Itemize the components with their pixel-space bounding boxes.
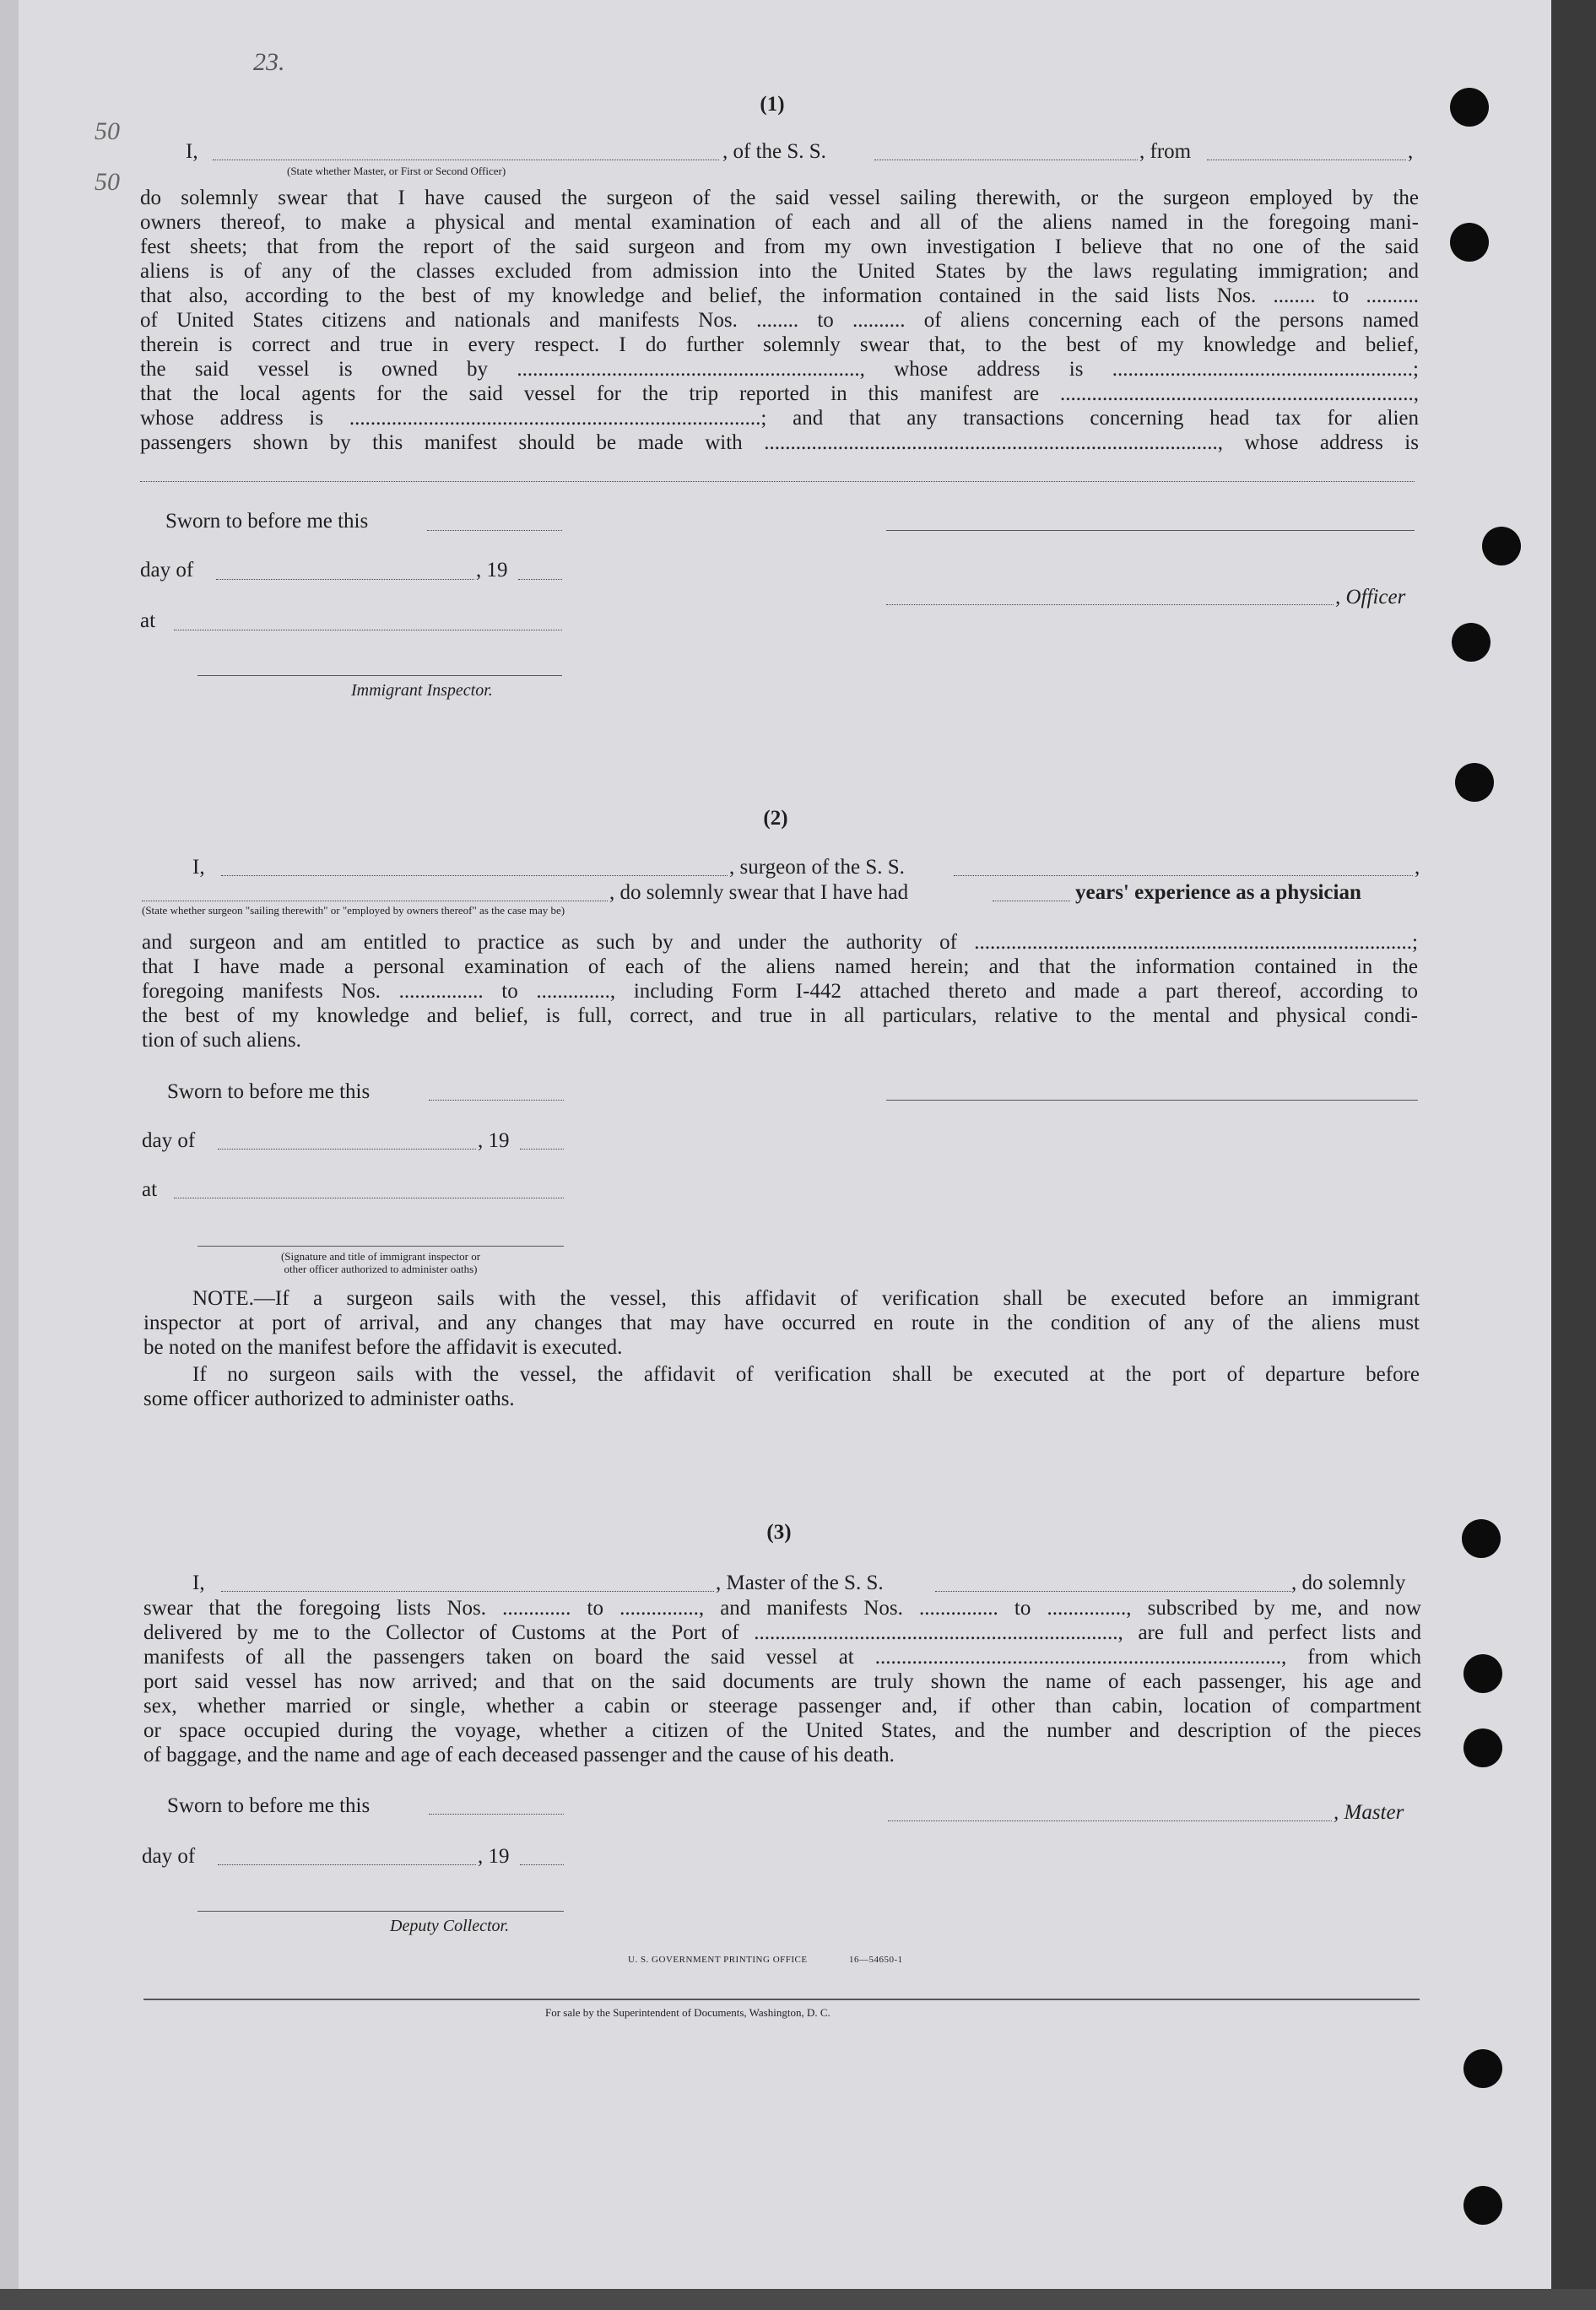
section-1-heading: (1) [760, 93, 785, 116]
section-1-text-line: of United States citizens and nationals and manifests Nos. ........ to .......... of aliens concerning each of the persons named [140, 309, 1419, 332]
signature-title-note: (Signature and title of immigrant inspector or [280, 1250, 481, 1263]
master-label: , Master [1334, 1801, 1404, 1824]
section-3-year: , 19 [478, 1845, 510, 1868]
section-1-text-line: owners thereof, to make a physical and mental examination of each and all of the aliens named in the foregoing mani- [140, 211, 1419, 234]
section-3-text-line: sex, whether married or single, whether a cabin or steerage passenger and, if other than cabin, location of compartment [143, 1695, 1421, 1718]
section-3-heading: (3) [766, 1521, 792, 1544]
section-1-end-comma: , [1408, 140, 1414, 163]
section-2-year: , 19 [478, 1129, 510, 1152]
officer-title-blank [886, 604, 1334, 605]
officer-rank-note: (State whether Master, or First or Second Officer) [287, 165, 506, 177]
section-3-year-blank [520, 1864, 564, 1865]
note-line: some officer authorized to administer oaths. [143, 1388, 515, 1410]
section-1-text-line: passengers shown by this manifest should be made with ......................................................................................, whose address is [140, 431, 1419, 454]
section-3-do-solemnly: , do solemnly [1291, 1572, 1406, 1594]
punch-hole [1463, 2049, 1502, 2088]
section-1-text-line: therein is correct and true in every respect. I do further solemnly swear that, to the best of my knowledge and belief, [140, 333, 1419, 356]
section-2-day-blank [218, 1149, 476, 1150]
section-1-text-line: do solemnly swear that I have caused the surgeon of the said vessel sailing therewith, or the surgeon employed by the [140, 187, 1419, 209]
section-2-text-line: tion of such aliens. [142, 1029, 301, 1052]
section-3-text-line: port said vessel has now arrived; and that on the said documents are truly shown the name of each passenger, his age and [143, 1670, 1421, 1693]
punch-hole [1463, 2186, 1502, 2225]
section-3-day-of: day of [142, 1845, 196, 1868]
officer-signature-line [886, 530, 1415, 531]
section-1-of-ss: , of the S. S. [722, 140, 826, 163]
section-2-text-line: foregoing manifests Nos. ................ to .............., including Form I-442 attached thereto and made a part thereof, according to [142, 980, 1418, 1003]
section-2-day-of: day of [142, 1129, 196, 1152]
section-1-text-line: the said vessel is owned by ................................................................., whose address is .........................................................; [140, 358, 1419, 381]
handwritten-page-number: 23. [253, 48, 285, 76]
immigrant-inspector-label: Immigrant Inspector. [351, 681, 493, 700]
surgeon-status-note: (State whether surgeon "sailing therewith" or "employed by owners thereof" as the case may be) [142, 904, 565, 917]
section-3-text-line: of baggage, and the name and age of each deceased passenger and the cause of his death. [143, 1744, 895, 1766]
section-2-text-line: the best of my knowledge and belief, is full, correct, and true in all particulars, relative to the mental and physical condi- [142, 1004, 1418, 1027]
form-number: 16—54650-1 [849, 1955, 903, 1965]
printing-office: U. S. GOVERNMENT PRINTING OFFICE [628, 1955, 808, 1965]
section-1-i-label: I, [186, 140, 198, 163]
section-3-i-label: I, [192, 1572, 205, 1594]
punch-hole [1462, 1519, 1501, 1558]
section-1-from: , from [1139, 140, 1192, 163]
section-2-surgeon-of: , surgeon of the S. S. [729, 856, 905, 879]
day-of-blank [216, 579, 474, 580]
deputy-collector-label: Deputy Collector. [390, 1917, 510, 1935]
surgeon-vessel-blank [954, 875, 1413, 876]
master-vessel-blank [935, 1591, 1291, 1592]
handwritten-margin-number: 50 [95, 168, 120, 196]
section-2-sworn: Sworn to before me this [167, 1080, 371, 1103]
section-2-years: years' experience as a physician [1075, 881, 1361, 904]
surgeon-name-blank [221, 875, 728, 876]
section-2-i-label: I, [192, 856, 205, 879]
punch-hole [1450, 223, 1489, 262]
section-2-year-blank [520, 1149, 564, 1150]
officer-label: , Officer [1335, 586, 1406, 609]
section-1-year: , 19 [476, 559, 508, 582]
note-line: If no surgeon sails with the vessel, the affidavit of verification shall be executed at the port of departure before [192, 1363, 1420, 1386]
scan-border-right [1551, 0, 1596, 2310]
section-3-day-blank [218, 1864, 476, 1865]
section-2-at: at [142, 1178, 158, 1201]
note-line: inspector at port of arrival, and any changes that may have occurred en route in the condition of any of the aliens must [143, 1312, 1420, 1334]
section-1-text-line: that also, according to the best of my knowledge and belief, the information contained in the said lists Nos. ........ to .......... [140, 284, 1419, 307]
section-1-text-line: aliens is of any of the classes excluded from admission into the United States by the laws regulating immigration; and [140, 260, 1419, 283]
section-2-text-line: and surgeon and am entitled to practice as such by and under the authority of ...................................................................................; [142, 931, 1418, 954]
section-3-text-line: swear that the foregoing lists Nos. ............. to ..............., and manifests Nos. ............... to ..............., subscribed by me, and now [143, 1597, 1421, 1620]
section-1-text-line: fest sheets; that from the report of the said surgeon and from my own investigation I believe that no one of the said [140, 235, 1419, 258]
address-continuation-blank [140, 481, 1415, 482]
sworn-date-blank [427, 530, 562, 531]
section-3-text-line: or space occupied during the voyage, whether a citizen of the United States, and the number and description of the pieces [143, 1719, 1421, 1742]
section-1-at: at [140, 609, 156, 632]
section-2-sworn-blank [429, 1100, 564, 1101]
signature-title-note: other officer authorized to administer oaths) [284, 1263, 478, 1275]
deputy-collector-signature-line [197, 1911, 564, 1912]
punch-hole [1463, 1728, 1502, 1767]
section-2-text-line: that I have made a personal examination of each of the aliens named herein; and that the information contained in the [142, 955, 1418, 978]
section-1-sworn: Sworn to before me this [165, 510, 369, 533]
section-1-text-line: whose address is ..............................................................................; and that any transactions concerning head tax for alien [140, 407, 1419, 430]
for-sale-notice: For sale by the Superintendent of Documents, Washington, D. C. [545, 2006, 830, 2019]
punch-hole [1452, 623, 1491, 662]
footer-rule [143, 1999, 1420, 2000]
section-1-text-line: that the local agents for the said vessel for the trip reported in this manifest are ..................................................................., [140, 382, 1419, 405]
scan-border-left [0, 0, 19, 2310]
section-3-sworn: Sworn to before me this [167, 1794, 371, 1817]
section-2-signature-line [197, 1246, 564, 1247]
handwritten-margin-number: 50 [95, 117, 120, 145]
note-line: NOTE.—If a surgeon sails with the vessel, this affidavit of verification shall be executed before an immigrant [192, 1287, 1420, 1310]
master-name-blank [221, 1591, 714, 1592]
punch-hole [1482, 527, 1521, 565]
punch-hole [1463, 1654, 1502, 1693]
section-3-text-line: delivered by me to the Collector of Customs at the Port of ....................................................................., are full and perfect lists and [143, 1621, 1421, 1644]
section-2-heading: (2) [763, 807, 788, 830]
section-2-solemnly: , do solemnly swear that I have had [609, 881, 909, 904]
section-3-sworn-blank [429, 1814, 564, 1815]
master-signature-blank [888, 1820, 1332, 1821]
punch-hole [1455, 763, 1494, 802]
section-3-master-of: , Master of the S. S. [716, 1572, 884, 1594]
year-blank [518, 579, 562, 580]
scan-border-bottom [0, 2289, 1596, 2310]
note-line: be noted on the manifest before the affidavit is executed. [143, 1336, 623, 1359]
surgeon-signature-line [886, 1100, 1418, 1101]
punch-hole [1450, 88, 1489, 127]
section-1-day-of: day of [140, 559, 194, 582]
section-2-end-comma: , [1415, 856, 1420, 879]
section-3-text-line: manifests of all the passengers taken on board the said vessel at ............................................................................., from which [143, 1646, 1421, 1669]
inspector-signature-line [197, 675, 562, 676]
